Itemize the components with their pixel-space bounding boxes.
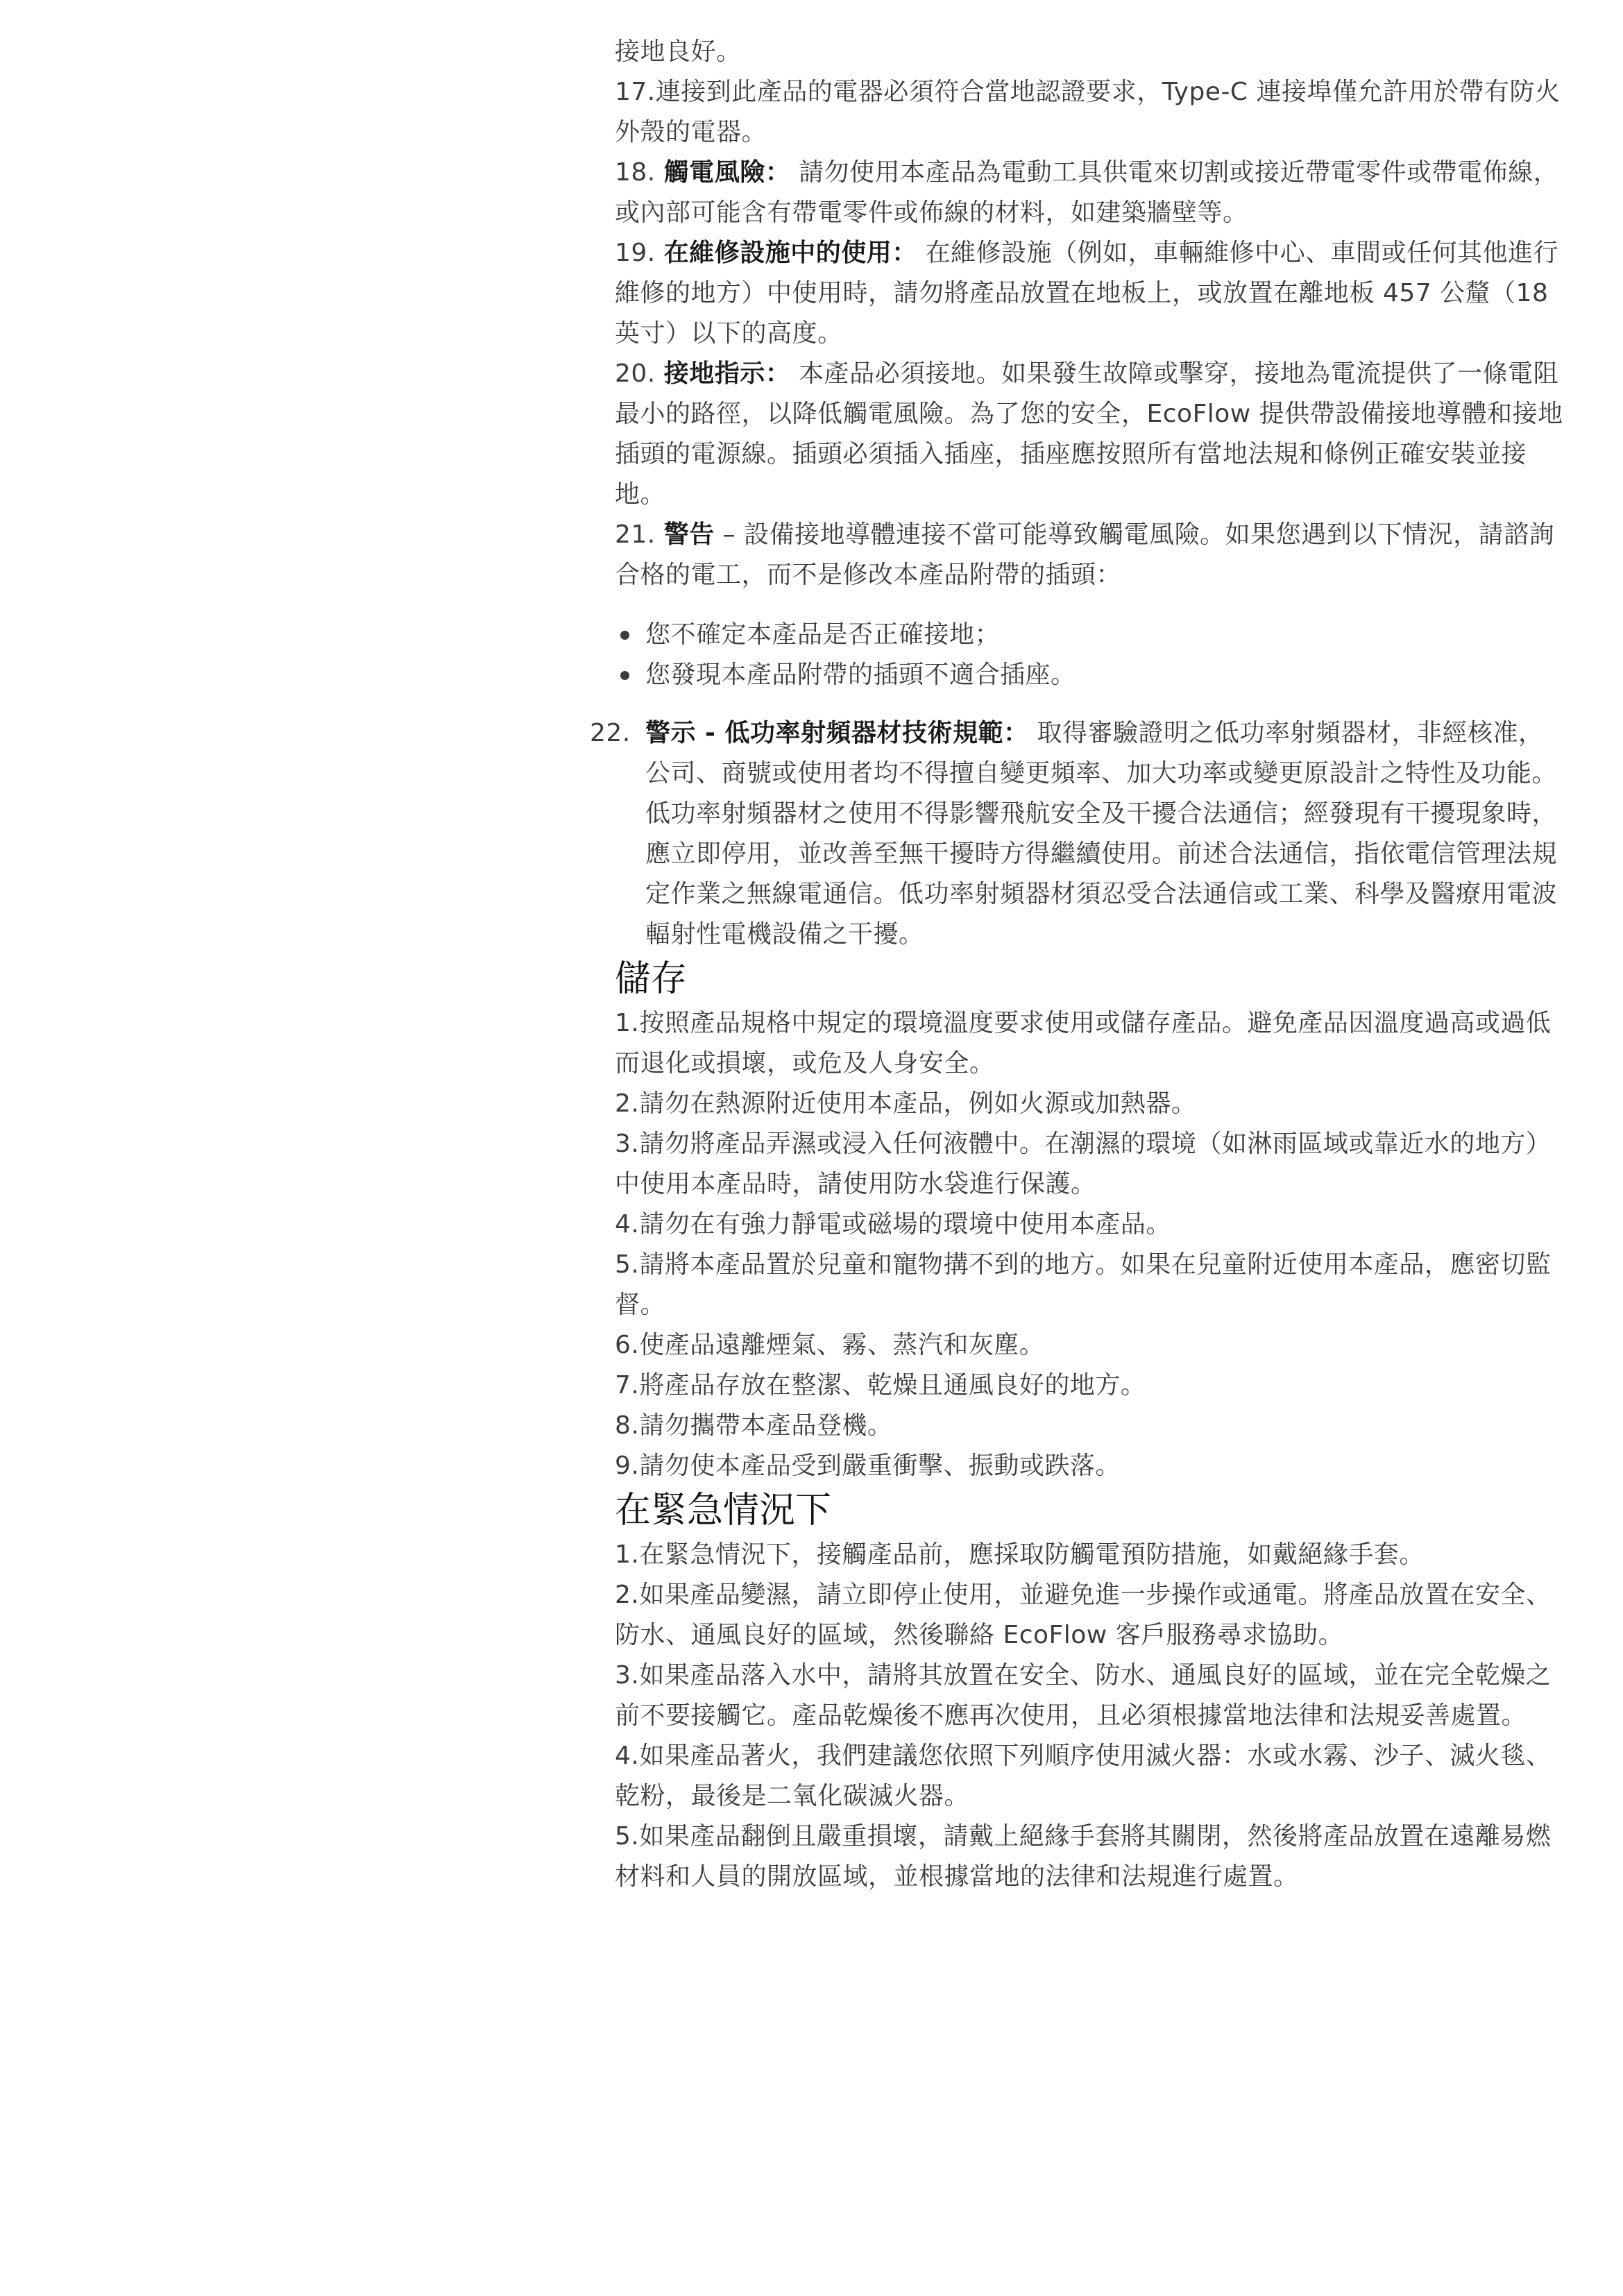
bullet-dot-icon — [620, 631, 629, 640]
storage-item: 6.使產品遠離煙氣、霧、蒸汽和灰塵。 — [615, 1331, 1045, 1359]
bold-label: 警示 - 低功率射頻器材技術規範： — [645, 719, 1029, 747]
paragraph-text: 取得審驗證明之低功率射頻器材，非經核准，公司、商號或使用者均不得擅自變更頻率、加大功率或變更原設計之特性及功能。低功率射頻器材之使用不得影響飛航安全及干擾合法通信；經發現有干擾現象時，應立即停用，並改善至無干擾時方得繼續使用。前述合法通信，指依電信管理法規定作業之無線電通信。低功率射頻器材須忍受合法通信或工業、科學及醫療用電波輻射性電機設備之干擾。 — [645, 719, 1558, 949]
storage-item: 5.請將本產品置於兒童和寵物搆不到的地方。如果在兒童附近使用本產品，應密切監督。 — [615, 1250, 1552, 1319]
paragraph-18 — [615, 153, 1568, 233]
paragraph-22 — [645, 713, 1568, 955]
paragraph-20 — [615, 354, 1568, 515]
storage-item: 9.請勿使本產品受到嚴重衝擊、振動或跌落。 — [615, 1452, 1121, 1480]
emergency-item: 4.如果產品著火，我們建議您依照下列順序使用滅火器：水或水霧、沙子、滅火毯、乾粉，最後是二氧化碳滅火器。 — [615, 1742, 1552, 1810]
storage-item: 3.請勿將產品弄濕或浸入任何液體中。在潮濕的環境（如淋雨區域或靠近水的地方）中使用本產品時，請使用防水袋進行保護。 — [615, 1130, 1552, 1198]
item-number: 18. — [615, 158, 664, 187]
item-number: 19. — [615, 239, 664, 267]
paragraph-text: 本產品必須接地。如果發生故障或擊穿，接地為電流提供了一條電阻最小的路徑，以降低觸電風險。為了您的安全，EcoFlow 提供帶設備接地導體和接地插頭的電源線。插頭必須插入插座，插座應按照所有當地法規和條例正確安裝並接地。 — [615, 359, 1563, 509]
bullet-dot-icon — [620, 671, 629, 680]
bullet-list — [615, 615, 1568, 695]
bold-label: 在維修設施中的使用： — [663, 239, 917, 267]
emergency-item: 5.如果產品翻倒且嚴重損壞，請戴上絕緣手套將其關閉，然後將產品放置在遠離易燃材料和人員的開放區域，並根據當地的法律和法規進行處置。 — [615, 1822, 1552, 1891]
bullet-item: 您發現本產品附帶的插頭不適合插座。 — [615, 655, 1568, 695]
numbered-item-22 — [590, 713, 1568, 955]
emergency-item: 2.如果產品變濕，請立即停止使用，並避免進一步操作或通電。將產品放置在安全、防水、通風良好的區域，然後聯絡 EcoFlow 客戶服務尋求協助。 — [615, 1581, 1552, 1649]
document-page — [590, 32, 1568, 1897]
bullet-item: 您不確定本產品是否正確接地； — [615, 615, 1568, 655]
bold-label: 觸電風險： — [663, 158, 791, 187]
emergency-item: 1.在緊急情況下，接觸產品前，應採取防觸電預防措施，如戴絕緣手套。 — [615, 1540, 1425, 1569]
storage-item: 4.請勿在有強力靜電或磁場的環境中使用本產品。 — [615, 1210, 1171, 1239]
section-heading-storage: 儲存 — [615, 958, 688, 1000]
storage-item: 2.請勿在熱源附近使用本產品，例如火源或加熱器。 — [615, 1089, 1197, 1118]
section-heading-emergency: 在緊急情況下 — [615, 1490, 832, 1531]
item-number: 20. — [615, 359, 664, 388]
paragraph-text: – 設備接地導體連接不當可能導致觸電風險。如果您遇到以下情況，請諮詢合格的電工，而不是修改本產品附帶的插頭： — [615, 520, 1555, 589]
item-number: 21. — [615, 520, 664, 549]
paragraph-21 — [615, 515, 1568, 595]
paragraph-text: 請勿使用本產品為電動工具供電來切割或接近帶電零件或帶電佈線，或內部可能含有帶電零件或佈線的材料，如建築牆壁等。 — [615, 158, 1559, 227]
item-number: 22. — [590, 719, 631, 747]
emergency-item: 3.如果產品落入水中，請將其放置在安全、防水、通風良好的區域，並在完全乾燥之前不要接觸它。產品乾燥後不應再次使用，且必須根據當地法律和法規妥善處置。 — [615, 1661, 1552, 1730]
bold-label: 接地指示： — [663, 359, 791, 388]
storage-item: 8.請勿攜帶本產品登機。 — [615, 1411, 893, 1440]
paragraph-text: 在維修設施（例如，車輛維修中心、車間或任何其他進行維修的地方）中使用時，請勿將產品放置在地板上，或放置在離地板 457 公釐（18 英寸）以下的高度。 — [615, 239, 1559, 348]
bold-label: 警告 — [663, 520, 715, 549]
storage-item: 7.將產品存放在整潔、乾燥且通風良好的地方。 — [615, 1371, 1146, 1400]
paragraph-19 — [615, 233, 1568, 354]
paragraph-continued: 接地良好。 — [615, 37, 742, 66]
storage-item: 1.按照產品規格中規定的環境溫度要求使用或儲存產品。避免產品因溫度過高或過低而退化或損壞，或危及人身安全。 — [615, 1009, 1552, 1078]
paragraph-17: 17.連接到此產品的電器必須符合當地認證要求，Type-C 連接埠僅允許用於帶有防火外殼的電器。 — [615, 78, 1561, 146]
